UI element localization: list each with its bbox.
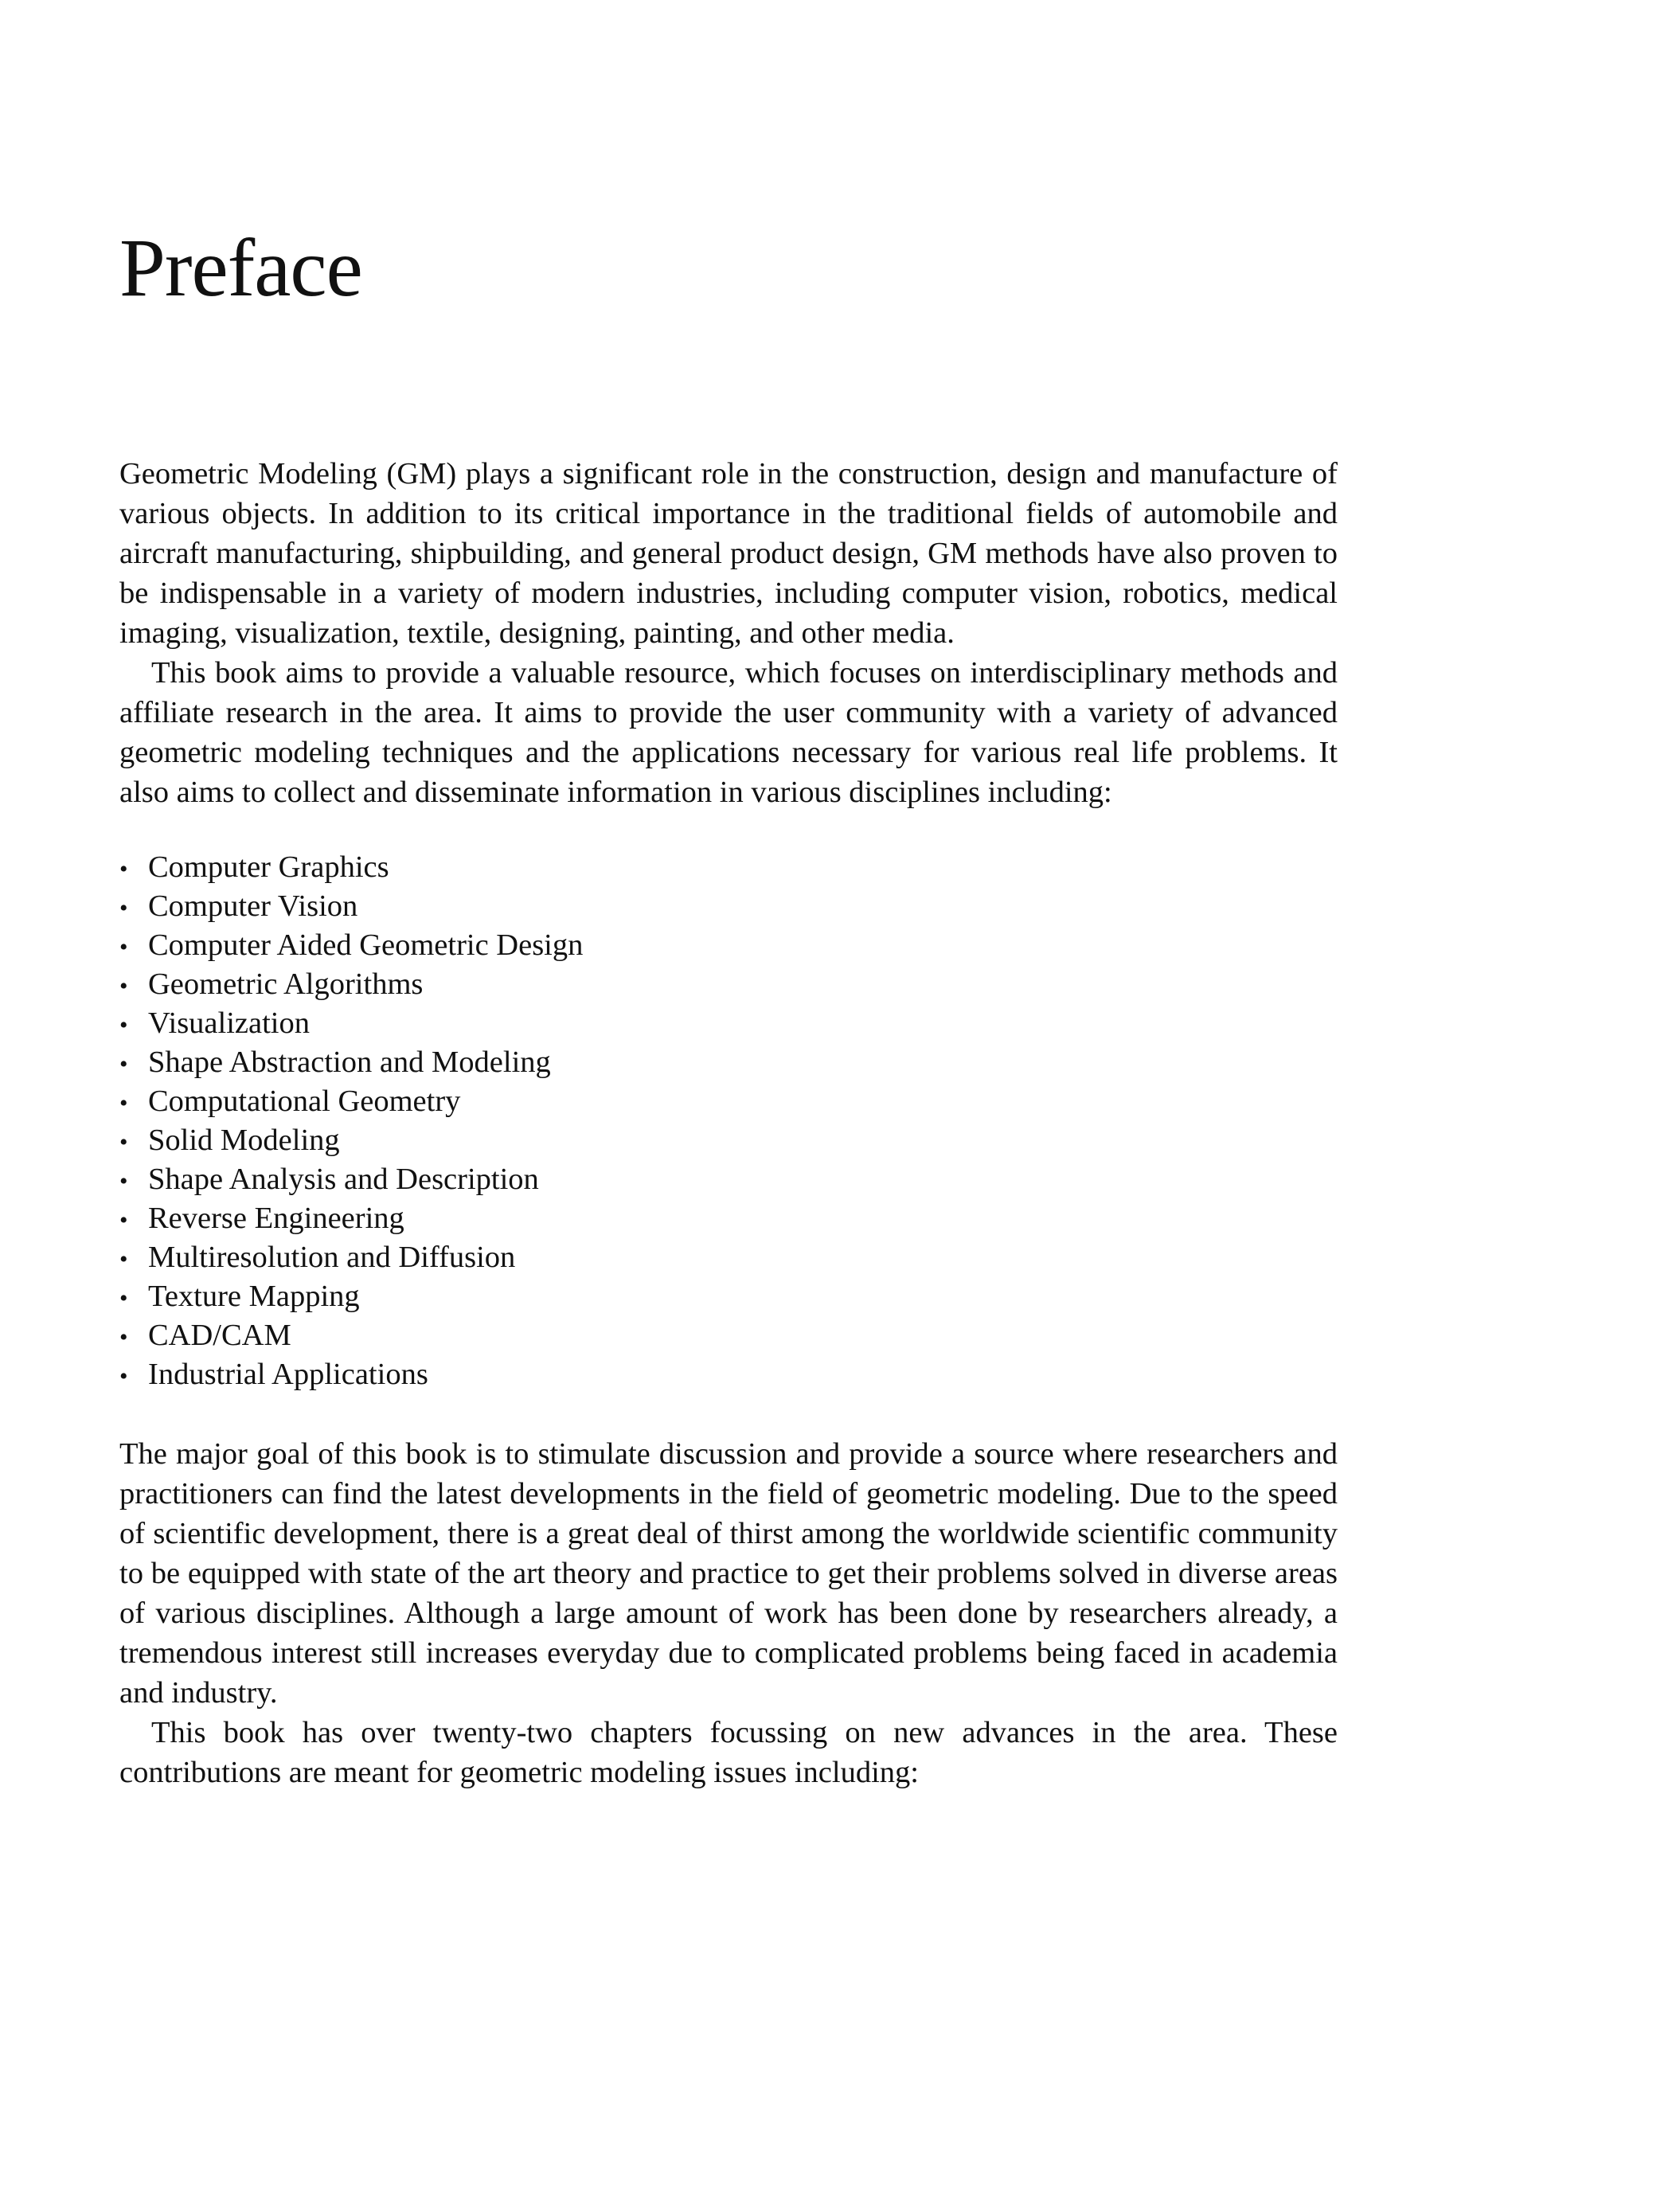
list-item [119,1316,1338,1355]
list-item-label: CAD/CAM [148,1319,291,1352]
bullet-icon: • [119,1324,128,1350]
list-item [119,1277,1338,1316]
list-item-label: Computer Vision [148,889,358,923]
list-item-label: Multiresolution and Diffusion [148,1241,516,1274]
bullet-icon: • [119,1129,128,1155]
paragraph-intro: Geometric Modeling (GM) plays a significant role in the construction, design and manufacture of various objects. In addition to its critical importance in the traditional fields of automobile and aircraft manufacturing, shipbuilding, and general product design, GM methods have also proven to be indispensable in a variety of modern industries, including computer vision, robotics, medical imaging, visualization, textile, designing, painting, and other media. [119,457,1338,650]
bullet-icon: • [119,934,128,960]
bullet-icon: • [119,1285,128,1311]
bullet-icon: • [119,1051,128,1077]
list-item-label: Visualization [148,1006,310,1040]
bullet-icon: • [119,1207,128,1233]
list-item-label: Computer Graphics [148,850,389,884]
paragraph-goal: The major goal of this book is to stimulate discussion and provide a source where researchers and practitioners can find the latest developments in the field of geometric modeling. Due to the speed of scientific development, there is a great deal of thirst among the worldwide scientific community to be equipped with state of the art theory and practice to get their problems solved in diverse areas of various disciplines. Although a large amount of work has been done by researchers already, a tremendous interest still increases everyday due to complicated problems being faced in academia and industry. [119,1437,1338,1710]
bullet-icon: • [119,1363,128,1389]
list-item [119,1199,1338,1238]
bullet-icon: • [119,973,128,999]
list-item-label: Texture Mapping [148,1280,360,1313]
list-item-label: Reverse Engineering [148,1202,404,1235]
bullet-icon: • [119,1090,128,1116]
list-item-label: Industrial Applications [148,1358,428,1391]
list-item [119,1004,1338,1043]
page-title: Preface [119,222,362,314]
bullet-icon: • [119,856,128,882]
list-item-label: Shape Analysis and Description [148,1163,539,1196]
topics-list [119,848,1338,1394]
paragraph-chapters: This book has over twenty-two chapters focussing on new advances in the area. These contributions are meant for geometric modeling issues including: [119,1716,1338,1789]
list-item-label: Solid Modeling [148,1124,340,1157]
list-item [119,926,1338,965]
list-item-label: Computational Geometry [148,1085,461,1118]
bullet-icon: • [119,1012,128,1038]
bullet-icon: • [119,1168,128,1194]
list-item [119,1082,1338,1121]
list-item [119,848,1338,887]
list-item [119,1160,1338,1199]
bullet-icon: • [119,1246,128,1272]
list-item [119,1043,1338,1082]
list-item-label: Computer Aided Geometric Design [148,928,584,962]
paragraph-aims: This book aims to provide a valuable resource, which focuses on interdisciplinary methods and affiliate research in the area. It aims to provide the user community with a variety of advanced geometric modeling techniques and the applications necessary for various real life problems. It also aims to collect and disseminate information in various disciplines including: [119,656,1338,809]
preface-body [119,454,1338,1792]
list-item [119,887,1338,926]
list-item-label: Geometric Algorithms [148,967,424,1001]
list-item [119,1355,1338,1394]
list-item [119,1121,1338,1160]
bullet-icon: • [119,895,128,921]
list-item-label: Shape Abstraction and Modeling [148,1045,551,1079]
list-item [119,965,1338,1004]
list-item [119,1238,1338,1277]
